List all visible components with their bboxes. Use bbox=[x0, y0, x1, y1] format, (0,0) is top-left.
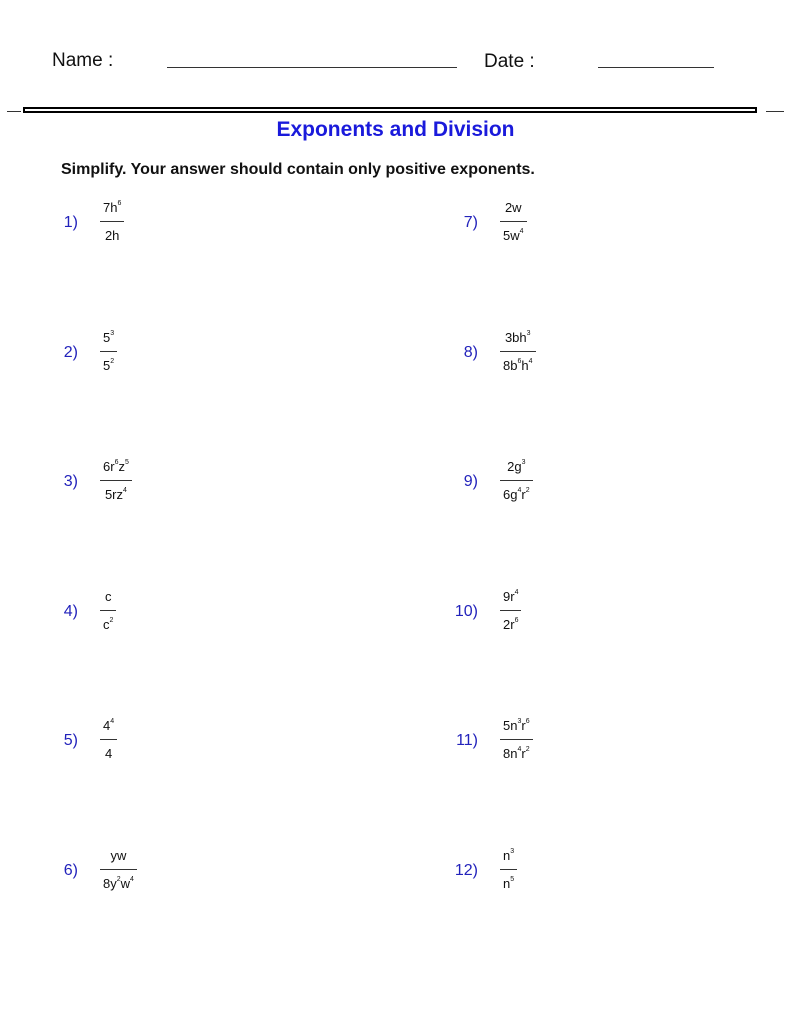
denominator bbox=[500, 746, 533, 762]
term-base: c bbox=[104, 589, 112, 604]
term-base: r bbox=[521, 746, 526, 761]
term-base: 7h bbox=[103, 200, 118, 215]
term-exponent: 2 bbox=[110, 358, 115, 365]
problem-number: 9) bbox=[463, 473, 478, 490]
term-base: yw bbox=[110, 848, 127, 863]
term-exponent: 3 bbox=[510, 848, 515, 855]
divider-right-tick bbox=[766, 111, 784, 112]
term-exponent: 5 bbox=[510, 876, 515, 883]
denominator bbox=[500, 228, 527, 244]
term-base: 6g bbox=[503, 487, 518, 502]
fraction bbox=[500, 718, 533, 762]
denominator bbox=[100, 358, 117, 374]
term-exponent: 4 bbox=[123, 487, 127, 494]
name-field-line[interactable] bbox=[167, 67, 457, 68]
denominator bbox=[100, 617, 116, 633]
term-base: 2h bbox=[104, 228, 120, 243]
term-exponent: 6 bbox=[114, 459, 119, 466]
fraction bbox=[100, 330, 117, 374]
term-base: r bbox=[521, 718, 526, 733]
term-base: 8n bbox=[503, 746, 518, 761]
term-base: n bbox=[503, 876, 511, 891]
fraction-bar bbox=[100, 480, 132, 481]
term-exponent: 2 bbox=[109, 617, 114, 624]
fraction bbox=[100, 589, 116, 633]
denominator bbox=[500, 876, 517, 892]
numerator bbox=[500, 589, 521, 605]
fraction-bar bbox=[500, 869, 517, 870]
term-exponent: 6 bbox=[514, 617, 519, 624]
term-base: 2w bbox=[504, 200, 522, 215]
denominator bbox=[102, 746, 115, 762]
term-base: 9r bbox=[503, 589, 515, 604]
term-base: 5 bbox=[103, 358, 111, 373]
term-exponent: 2 bbox=[525, 746, 530, 753]
term-exponent: 4 bbox=[528, 358, 533, 365]
term-exponent: 4 bbox=[130, 876, 134, 883]
instructions: Simplify. Your answer should contain only positive exponents. bbox=[61, 161, 535, 178]
numerator bbox=[100, 330, 117, 346]
problem-number: 2) bbox=[63, 344, 78, 361]
fraction bbox=[100, 459, 132, 503]
fraction bbox=[500, 848, 517, 892]
numerator bbox=[502, 330, 534, 346]
problem-number: 10) bbox=[454, 603, 478, 620]
term-exponent: 6 bbox=[525, 718, 530, 725]
numerator bbox=[108, 848, 130, 864]
problem-number: 8) bbox=[463, 344, 478, 361]
problem-number: 11) bbox=[456, 732, 478, 749]
fraction-bar bbox=[100, 351, 117, 352]
term-base: 5w bbox=[503, 228, 520, 243]
term-base: r bbox=[521, 487, 526, 502]
fraction-bar bbox=[100, 610, 116, 611]
fraction-bar bbox=[500, 351, 536, 352]
divider-left-tick bbox=[7, 111, 21, 112]
denominator bbox=[102, 487, 130, 503]
term-exponent: 2 bbox=[525, 487, 530, 494]
term-exponent: 5 bbox=[124, 459, 129, 466]
fraction-bar bbox=[500, 739, 533, 740]
problem-number: 3) bbox=[63, 473, 78, 490]
fraction bbox=[100, 718, 117, 762]
numerator bbox=[102, 589, 115, 605]
term-exponent: 4 bbox=[517, 487, 522, 494]
term-base: 3bh bbox=[504, 330, 527, 345]
numerator bbox=[502, 200, 525, 216]
fraction bbox=[500, 459, 533, 503]
term-base: 2g bbox=[507, 459, 522, 474]
term-base: 6r bbox=[103, 459, 115, 474]
problem-number: 5) bbox=[63, 732, 78, 749]
denominator bbox=[500, 617, 521, 633]
term-exponent: 3 bbox=[517, 718, 522, 725]
header-divider-bar bbox=[23, 107, 757, 113]
problem-number: 12) bbox=[454, 862, 478, 879]
numerator bbox=[100, 718, 117, 734]
term-exponent: 4 bbox=[519, 228, 524, 235]
term-exponent: 6 bbox=[517, 358, 522, 365]
term-base: z bbox=[118, 459, 125, 474]
problem-number: 1) bbox=[63, 214, 78, 231]
numerator bbox=[100, 200, 124, 216]
denominator bbox=[500, 358, 536, 374]
term-base: c bbox=[103, 617, 110, 632]
denominator bbox=[102, 228, 122, 244]
term-base: n bbox=[503, 848, 511, 863]
term-exponent: 4 bbox=[514, 589, 519, 596]
term-base: 5rz bbox=[104, 487, 124, 502]
term-base: 8b bbox=[503, 358, 518, 373]
denominator bbox=[500, 487, 533, 503]
term-exponent: 3 bbox=[110, 330, 115, 337]
fraction-bar bbox=[500, 480, 533, 481]
numerator bbox=[100, 459, 132, 475]
term-base: h bbox=[521, 358, 529, 373]
term-exponent: 3 bbox=[521, 459, 526, 466]
term-exponent: 3 bbox=[526, 330, 531, 337]
problem-number: 6) bbox=[63, 862, 78, 879]
numerator bbox=[504, 459, 528, 475]
denominator bbox=[100, 876, 137, 892]
fraction bbox=[100, 848, 137, 892]
term-base: 4 bbox=[103, 718, 111, 733]
date-label: Date : bbox=[484, 51, 535, 72]
worksheet-title: Exponents and Division bbox=[276, 118, 515, 141]
term-base: 8y bbox=[103, 876, 117, 891]
date-field-line[interactable] bbox=[598, 67, 714, 68]
term-base: w bbox=[120, 876, 131, 891]
fraction-bar bbox=[100, 739, 117, 740]
fraction bbox=[500, 589, 521, 633]
term-base: 4 bbox=[104, 746, 113, 761]
fraction-bar bbox=[100, 869, 137, 870]
term-base: 2r bbox=[503, 617, 515, 632]
term-exponent: 4 bbox=[110, 718, 115, 725]
fraction bbox=[100, 200, 124, 244]
term-base: 5 bbox=[103, 330, 111, 345]
problem-number: 7) bbox=[463, 214, 478, 231]
fraction bbox=[500, 330, 536, 374]
problem-number: 4) bbox=[63, 603, 78, 620]
term-exponent: 6 bbox=[117, 200, 122, 207]
fraction-bar bbox=[500, 610, 521, 611]
fraction-bar bbox=[500, 221, 527, 222]
fraction bbox=[500, 200, 527, 244]
term-exponent: 4 bbox=[517, 746, 522, 753]
term-exponent: 2 bbox=[116, 876, 121, 883]
numerator bbox=[500, 848, 517, 864]
fraction-bar bbox=[100, 221, 124, 222]
numerator bbox=[500, 718, 533, 734]
name-label: Name : bbox=[52, 50, 114, 71]
term-base: 5n bbox=[503, 718, 518, 733]
